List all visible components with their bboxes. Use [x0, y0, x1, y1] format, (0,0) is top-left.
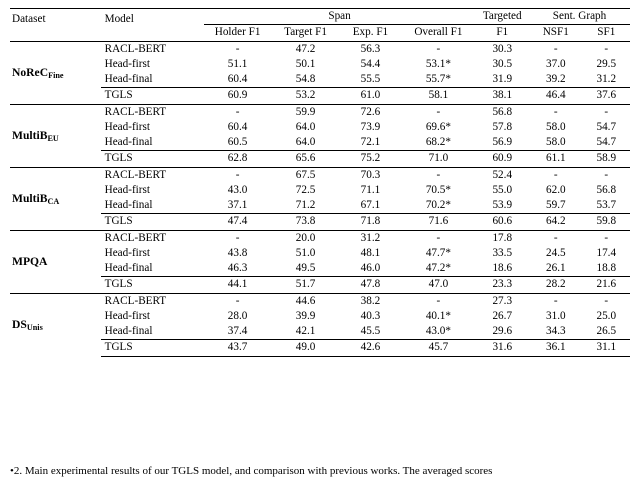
- model-name: Head-final: [104, 199, 153, 212]
- metric-value: 72.5: [295, 183, 316, 196]
- metric-value: -: [204, 41, 272, 57]
- header-span-group: Span: [204, 9, 476, 25]
- metric-value: 67.5: [272, 167, 340, 183]
- metric-value: -: [583, 230, 630, 246]
- metric-value: 71.6: [428, 215, 449, 228]
- model-name: Head-final: [104, 136, 153, 149]
- metric-value: 37.4: [227, 325, 248, 338]
- metric-value: 56.8: [596, 183, 617, 196]
- metric-value: 47.7*: [425, 246, 451, 259]
- metric-value: 54.4: [360, 57, 381, 70]
- metric-value: 59.7: [546, 199, 566, 212]
- metric-value: 72.6: [340, 104, 402, 120]
- metric-value: 26.7: [492, 309, 513, 322]
- metric-value: -: [401, 230, 475, 246]
- metric-value: 72.1: [360, 136, 381, 149]
- metric-value: 44.1: [227, 278, 248, 291]
- metric-value: 42.6: [340, 340, 402, 356]
- metric-value: 59.9: [272, 104, 340, 120]
- metric-value: -: [401, 104, 475, 120]
- metric-value: 59.8: [596, 215, 617, 228]
- metric-value: 60.4: [227, 73, 248, 86]
- table-row: [10, 57, 630, 72]
- table-row: [10, 104, 630, 120]
- metric-value: 39.9: [295, 309, 316, 322]
- metric-value: 31.0: [546, 309, 566, 322]
- model-name: TGLS: [101, 340, 204, 356]
- metric-value: 43.7: [204, 340, 272, 356]
- dataset-name: MultiB$_{EU}$: [10, 104, 101, 167]
- metric-value: 38.1: [492, 89, 513, 102]
- header-dataset: Dataset: [10, 9, 101, 42]
- metric-value: 21.6: [596, 278, 617, 291]
- metric-value: 64.2: [546, 215, 566, 228]
- model-name: RACL-BERT: [101, 230, 204, 246]
- metric-value: 51.7: [295, 278, 316, 291]
- header-targeted-f1: F1: [475, 25, 529, 41]
- metric-value: 55.5: [360, 73, 381, 86]
- metric-value: 34.3: [546, 325, 566, 338]
- table-row: [10, 293, 630, 309]
- header-exp-f1: Exp. F1: [340, 25, 402, 41]
- metric-value: 70.2*: [425, 199, 451, 212]
- metric-value: 56.9: [492, 136, 513, 149]
- metric-value: 31.1: [583, 340, 630, 356]
- metric-value: 58.0: [546, 136, 566, 149]
- metric-value: -: [204, 293, 272, 309]
- metric-value: -: [401, 41, 475, 57]
- metric-value: 65.6: [295, 152, 316, 165]
- metric-value: 25.0: [596, 309, 617, 322]
- metric-value: 30.5: [492, 57, 513, 70]
- model-name: TGLS: [104, 152, 133, 165]
- metric-value: 30.3: [475, 41, 529, 57]
- metric-value: 45.7: [401, 340, 475, 356]
- metric-value: 37.0: [546, 57, 566, 70]
- metric-value: 26.5: [596, 325, 617, 338]
- metric-value: -: [204, 230, 272, 246]
- model-name: Head-final: [104, 262, 153, 275]
- metric-value: 54.7: [596, 120, 617, 133]
- model-name: Head-final: [104, 73, 153, 86]
- metric-value: 31.6: [475, 340, 529, 356]
- metric-value: 62.0: [546, 183, 566, 196]
- metric-value: 51.0: [295, 246, 316, 259]
- metric-value: 64.0: [295, 136, 316, 149]
- metric-value: 58.0: [546, 120, 566, 133]
- metric-value: 73.8: [295, 215, 316, 228]
- metric-value: 46.4: [546, 89, 566, 102]
- metric-value: 31.2: [340, 230, 402, 246]
- metric-value: 39.2: [546, 73, 566, 86]
- header-sf1: SF1: [583, 25, 630, 41]
- metric-value: 47.8: [360, 278, 381, 291]
- metric-value: 51.1: [227, 57, 248, 70]
- model-name: TGLS: [104, 278, 133, 291]
- model-name: TGLS: [104, 89, 133, 102]
- metric-value: 69.6*: [425, 120, 451, 133]
- table-row: [10, 246, 630, 261]
- table-row: [10, 151, 630, 167]
- model-name: Head-first: [104, 120, 150, 133]
- metric-value: -: [401, 293, 475, 309]
- metric-value: 26.1: [546, 262, 566, 275]
- metric-value: 61.1: [546, 152, 566, 165]
- table-row: [10, 88, 630, 104]
- model-name: Head-first: [104, 57, 150, 70]
- metric-value: 67.1: [360, 199, 381, 212]
- metric-value: 71.2: [295, 199, 316, 212]
- metric-value: 37.1: [227, 199, 248, 212]
- metric-value: -: [204, 167, 272, 183]
- table-row: [10, 230, 630, 246]
- metric-value: 60.6: [492, 215, 513, 228]
- metric-value: 46.0: [360, 262, 381, 275]
- metric-value: 33.5: [492, 246, 513, 259]
- header-nsf1: NSF1: [529, 25, 583, 41]
- metric-value: 53.1*: [425, 57, 451, 70]
- metric-value: -: [583, 167, 630, 183]
- table-row: [10, 183, 630, 198]
- metric-value: 55.0: [492, 183, 513, 196]
- metric-value: 38.2: [340, 293, 402, 309]
- metric-value: 27.3: [475, 293, 529, 309]
- table-row: [10, 135, 630, 151]
- metric-value: 17.8: [475, 230, 529, 246]
- metric-value: 71.1: [360, 183, 381, 196]
- metric-value: 18.8: [596, 262, 617, 275]
- metric-value: 44.6: [272, 293, 340, 309]
- metric-value: -: [529, 104, 583, 120]
- model-name: Head-first: [104, 246, 150, 259]
- model-name: RACL-BERT: [101, 293, 204, 309]
- metric-value: 20.0: [272, 230, 340, 246]
- metric-value: 52.4: [475, 167, 529, 183]
- metric-value: 43.8: [227, 246, 248, 259]
- dataset-name: MPQA: [10, 230, 101, 293]
- metric-value: -: [529, 293, 583, 309]
- metric-value: 70.3: [340, 167, 402, 183]
- metric-value: 53.2: [295, 89, 316, 102]
- metric-value: 57.8: [492, 120, 513, 133]
- header-sentgraph-group: Sent. Graph: [529, 9, 630, 25]
- metric-value: 58.9: [596, 152, 617, 165]
- table-row: [10, 72, 630, 88]
- header-group-row: [10, 9, 630, 25]
- metric-value: -: [583, 293, 630, 309]
- table-row: [10, 214, 630, 230]
- model-name: RACL-BERT: [101, 167, 204, 183]
- metric-value: 48.1: [360, 246, 381, 259]
- metric-value: -: [529, 230, 583, 246]
- metric-value: 23.3: [492, 278, 513, 291]
- metric-value: 53.7: [596, 199, 617, 212]
- metric-value: 40.3: [360, 309, 381, 322]
- table-row: [10, 41, 630, 57]
- metric-value: 49.5: [295, 262, 316, 275]
- metric-value: 71.8: [360, 215, 381, 228]
- metric-value: 60.5: [227, 136, 248, 149]
- table-row: [10, 167, 630, 183]
- figure-caption: •2. Main experimental results of our TGLS model, and comparison with previous works. The averaged scores: [10, 465, 493, 477]
- metric-value: 29.6: [492, 325, 513, 338]
- metric-value: 49.0: [272, 340, 340, 356]
- paper-table-page: [0, 8, 640, 481]
- table-row: [10, 340, 630, 356]
- table-row: [10, 120, 630, 135]
- table-row: [10, 198, 630, 214]
- metric-value: 54.7: [596, 136, 617, 149]
- metric-value: 60.9: [492, 152, 513, 165]
- metric-value: -: [583, 41, 630, 57]
- model-name: Head-final: [104, 325, 153, 338]
- metric-value: 36.1: [529, 340, 583, 356]
- metric-value: 46.3: [227, 262, 248, 275]
- metric-value: 29.5: [596, 57, 617, 70]
- metric-value: 54.8: [295, 73, 316, 86]
- results-table: [10, 8, 630, 357]
- metric-value: 47.2*: [425, 262, 451, 275]
- metric-value: 75.2: [360, 152, 381, 165]
- model-name: Head-first: [104, 183, 150, 196]
- metric-value: 61.0: [360, 89, 381, 102]
- metric-value: 43.0*: [425, 325, 451, 338]
- model-name: RACL-BERT: [101, 104, 204, 120]
- table-row: [10, 309, 630, 324]
- metric-value: 53.9: [492, 199, 513, 212]
- header-overall-f1: Overall F1: [401, 25, 475, 41]
- metric-value: 64.0: [295, 120, 316, 133]
- dataset-name: MultiB$_{CA}$: [10, 167, 101, 230]
- metric-value: 60.9: [227, 89, 248, 102]
- metric-value: 55.7*: [425, 73, 451, 86]
- table-row: [10, 261, 630, 277]
- metric-value: 62.8: [227, 152, 248, 165]
- metric-value: 56.8: [475, 104, 529, 120]
- metric-value: 42.1: [295, 325, 316, 338]
- metric-value: 50.1: [295, 57, 316, 70]
- metric-value: -: [204, 104, 272, 120]
- metric-value: 47.4: [227, 215, 248, 228]
- header-holder-f1: Holder F1: [204, 25, 272, 41]
- metric-value: -: [583, 104, 630, 120]
- dataset-name: $DS_{Unis}$: [10, 293, 101, 356]
- metric-value: 71.0: [428, 152, 449, 165]
- metric-value: 24.5: [546, 246, 566, 259]
- metric-value: 73.9: [360, 120, 381, 133]
- metric-value: 56.3: [340, 41, 402, 57]
- header-targeted-group: Targeted: [475, 9, 529, 25]
- metric-value: 43.0: [227, 183, 248, 196]
- header-target-f1: Target F1: [272, 25, 340, 41]
- metric-value: 40.1*: [425, 309, 451, 322]
- metric-value: 60.4: [227, 120, 248, 133]
- metric-value: 68.2*: [425, 136, 451, 149]
- metric-value: 47.0: [428, 278, 449, 291]
- table-row: [10, 277, 630, 293]
- metric-value: 18.6: [492, 262, 513, 275]
- model-name: TGLS: [104, 215, 133, 228]
- metric-value: 28.2: [546, 278, 566, 291]
- metric-value: -: [529, 41, 583, 57]
- header-model: Model: [101, 9, 204, 42]
- metric-value: 37.6: [596, 89, 617, 102]
- metric-value: 28.0: [227, 309, 248, 322]
- metric-value: 45.5: [360, 325, 381, 338]
- metric-value: 31.9: [492, 73, 513, 86]
- model-name: Head-first: [104, 309, 150, 322]
- results-body: [10, 41, 630, 356]
- metric-value: 31.2: [596, 73, 617, 86]
- table-row: [10, 324, 630, 340]
- model-name: RACL-BERT: [101, 41, 204, 57]
- metric-value: -: [401, 167, 475, 183]
- metric-value: -: [529, 167, 583, 183]
- metric-value: 17.4: [596, 246, 617, 259]
- dataset-name: NoReC$_{Fine}$: [10, 41, 101, 104]
- metric-value: 70.5*: [425, 183, 451, 196]
- metric-value: 58.1: [428, 89, 449, 102]
- metric-value: 47.2: [272, 41, 340, 57]
